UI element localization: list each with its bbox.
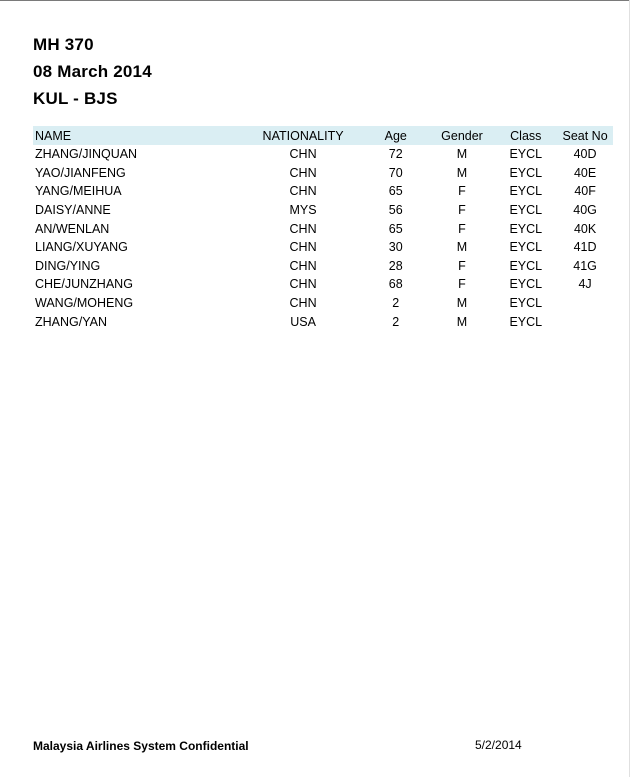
passenger-seat: 41G <box>573 258 597 273</box>
table-row <box>33 312 613 331</box>
passenger-name: LIANG/XUYANG <box>35 240 128 255</box>
flight-number: MH 370 <box>33 35 94 54</box>
passenger-nationality: CHN <box>289 184 317 199</box>
passenger-seat: 40D <box>573 147 597 162</box>
passenger-age: 28 <box>388 258 403 273</box>
passenger-gender: F <box>458 203 466 218</box>
passenger-name: DING/YING <box>35 258 101 273</box>
passenger-gender: F <box>458 258 466 273</box>
passenger-seat: 41D <box>573 240 597 255</box>
passenger-gender: M <box>456 240 468 255</box>
passenger-nationality: CHN <box>289 296 317 311</box>
passenger-class: EYCL <box>509 184 543 199</box>
passenger-class: EYCL <box>509 277 543 292</box>
top-border-line <box>0 0 630 1</box>
passenger-age: 68 <box>388 277 403 292</box>
passenger-nationality: CHN <box>289 147 317 162</box>
passenger-class: EYCL <box>509 258 543 273</box>
passenger-seat: 40K <box>573 221 597 236</box>
table-row <box>33 145 613 164</box>
passenger-name: DAISY/ANNE <box>35 203 111 218</box>
passenger-age: 65 <box>388 184 403 199</box>
passenger-gender: M <box>456 147 468 162</box>
passenger-gender: M <box>456 314 468 329</box>
passenger-gender: M <box>456 165 468 180</box>
passenger-seat: 4J <box>578 277 592 292</box>
flight-date: 08 March 2014 <box>33 62 152 81</box>
passenger-nationality: USA <box>290 314 316 329</box>
passenger-name: ZHANG/JINQUAN <box>35 147 138 162</box>
passenger-gender: F <box>458 184 466 199</box>
column-header-age: Age <box>384 128 407 143</box>
passenger-name: YAO/JIANFENG <box>35 165 126 180</box>
passenger-seat <box>557 294 613 313</box>
passenger-age: 72 <box>388 147 403 162</box>
passenger-age: 30 <box>388 240 403 255</box>
table-row <box>33 238 613 257</box>
flight-route: KUL - BJS <box>33 89 118 108</box>
footer-date: 5/2/2014 <box>475 738 522 752</box>
passenger-seat: 40F <box>574 184 596 199</box>
passenger-age: 2 <box>392 314 400 329</box>
table-header-row <box>33 126 613 145</box>
table-row <box>33 275 613 294</box>
passenger-class: EYCL <box>509 221 543 236</box>
table-row <box>33 294 613 313</box>
passenger-class: EYCL <box>509 296 543 311</box>
passenger-class: EYCL <box>509 147 543 162</box>
passenger-table <box>33 126 613 331</box>
column-header-class: Class <box>510 128 542 143</box>
passenger-nationality: CHN <box>289 221 317 236</box>
passenger-name: CHE/JUNZHANG <box>35 277 133 292</box>
document-header <box>33 31 152 112</box>
passenger-nationality: CHN <box>289 258 317 273</box>
column-header-gender: Gender <box>441 128 483 143</box>
passenger-age: 56 <box>388 203 403 218</box>
column-header-nationality: NATIONALITY <box>262 128 344 143</box>
column-header-name: NAME <box>35 128 72 143</box>
table-row <box>33 164 613 183</box>
table-row <box>33 219 613 238</box>
passenger-gender: F <box>458 221 466 236</box>
passenger-name: YANG/MEIHUA <box>35 184 122 199</box>
passenger-nationality: CHN <box>289 165 317 180</box>
passenger-name: WANG/MOHENG <box>35 296 134 311</box>
passenger-seat <box>557 312 613 331</box>
passenger-class: EYCL <box>509 240 543 255</box>
table-row <box>33 182 613 201</box>
passenger-gender: F <box>458 277 466 292</box>
passenger-name: AN/WENLAN <box>35 221 110 236</box>
passenger-class: EYCL <box>509 314 543 329</box>
passenger-class: EYCL <box>509 165 543 180</box>
passenger-age: 70 <box>388 165 403 180</box>
passenger-seat: 40G <box>573 203 597 218</box>
passenger-nationality: MYS <box>289 203 317 218</box>
passenger-nationality: CHN <box>289 240 317 255</box>
passenger-age: 2 <box>392 296 400 311</box>
passenger-seat: 40E <box>573 165 597 180</box>
table-row <box>33 257 613 276</box>
passenger-class: EYCL <box>509 203 543 218</box>
passenger-age: 65 <box>388 221 403 236</box>
table-row <box>33 201 613 220</box>
passenger-rows <box>33 145 613 331</box>
footer-confidential: Malaysia Airlines System Confidential <box>33 739 249 753</box>
column-header-seat: Seat No <box>562 128 608 143</box>
passenger-gender: M <box>456 296 468 311</box>
passenger-name: ZHANG/YAN <box>35 314 107 329</box>
passenger-nationality: CHN <box>289 277 317 292</box>
